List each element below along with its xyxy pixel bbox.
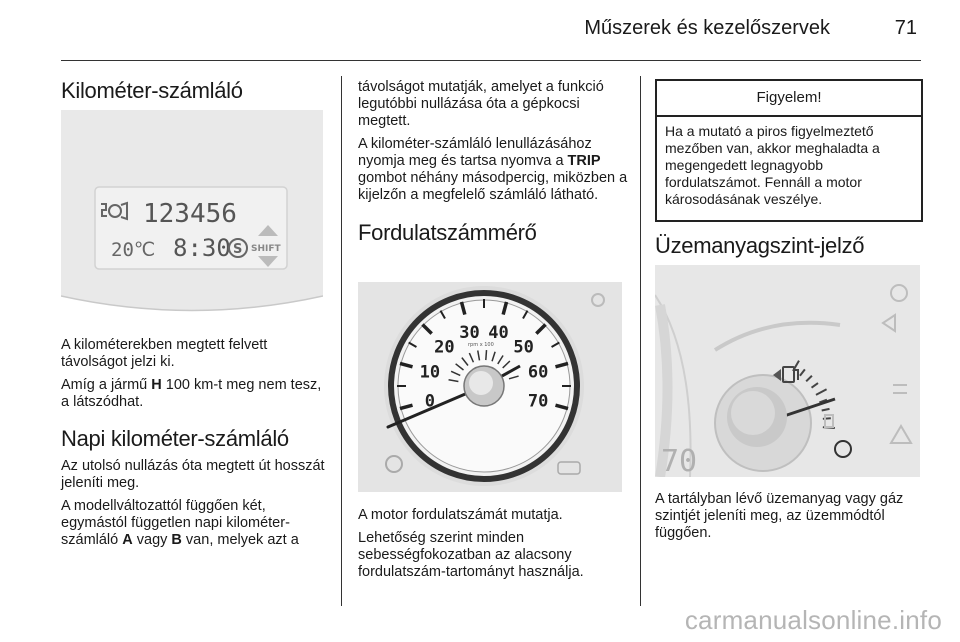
warning-box-text: Ha a mutató a piros figyelmeztető mezőben van, akkor meghaladta a megengedett legnagyobb fordulatszámot. Fennáll a motor károsodásának veszélye. bbox=[665, 123, 880, 207]
warning-box bbox=[655, 79, 923, 222]
shift-label: SHIFT bbox=[251, 244, 281, 254]
trip-p2-bold-b: B bbox=[171, 532, 182, 548]
trip-p2-text-a: A modellváltozattól függően két, egymástól független napi kilométer-számláló bbox=[61, 498, 290, 548]
fuel-gauge-svg bbox=[655, 265, 920, 477]
odometer-display-image bbox=[61, 110, 323, 322]
trip-paragraph-1: Az utolsó nullázás óta megtett út hosszát jeleníti meg. bbox=[61, 458, 325, 491]
page-number: 71 bbox=[894, 17, 917, 39]
fuel-gauge-paragraph: A tartályban lévő üzemanyag vagy gáz szintjét jeleníti meg, az üzemmódtól függően. bbox=[655, 491, 904, 541]
svg-text:S: S bbox=[233, 242, 243, 257]
trip-p2-text-c: van, melyek azt a bbox=[181, 532, 299, 548]
tachometer-paragraph-2: Lehetőség szerint minden sebességfokozatban az alacsony fordulatszám-tartományt használja. bbox=[358, 530, 584, 580]
trip-p2-bold-a: A bbox=[122, 532, 133, 548]
trip-button-label: TRIP bbox=[567, 153, 601, 169]
tachometer-label: 70 bbox=[527, 391, 549, 412]
tachometer-heading: Fordulatszámmérő bbox=[358, 220, 537, 245]
fuel-gauge-speed-label: 70 bbox=[661, 444, 698, 477]
page-header-title: Műszerek és kezelőszervek bbox=[584, 17, 830, 39]
header-divider bbox=[61, 60, 921, 61]
trip-reset-paragraph bbox=[358, 136, 628, 204]
tachometer-svg bbox=[358, 282, 622, 492]
fuel-gauge-heading: Üzemanyagszint-jelző bbox=[655, 233, 865, 258]
tachometer-label: 0 bbox=[424, 391, 436, 412]
trip-p2-text-b: vagy bbox=[132, 532, 172, 548]
odometer-heading: Kilométer-számláló bbox=[61, 78, 243, 103]
odo-p2-text-a: Amíg a jármű bbox=[61, 377, 152, 393]
odometer-display-svg bbox=[61, 110, 323, 322]
column-3-text bbox=[655, 491, 925, 548]
odometer-temperature: 20℃ bbox=[111, 239, 156, 261]
odometer-clock: 8:30 bbox=[173, 234, 231, 262]
reset-text-a: A kilométer-számláló lenullázásához nyomja meg és tartsa nyomva a bbox=[358, 136, 592, 169]
column-2-top bbox=[358, 79, 628, 260]
reset-text-b: gombot néhány másodpercig, miközben a kijelzőn a megfelelő számláló látható. bbox=[358, 170, 628, 203]
tachometer-label: 20 bbox=[434, 337, 455, 358]
column-1-text bbox=[61, 337, 331, 555]
odometer-paragraph-1: A kilométerekben megtett felvett távolságot jelzi ki. bbox=[61, 337, 268, 370]
warning-box-title: Figyelem! bbox=[657, 81, 921, 117]
tachometer-label: 30 bbox=[459, 322, 480, 343]
tachometer-label: 10 bbox=[419, 362, 441, 383]
odometer-paragraph-2 bbox=[61, 377, 331, 411]
column-divider-right bbox=[640, 76, 641, 606]
tachometer-label: 60 bbox=[527, 362, 549, 383]
odometer-digits: 123456 bbox=[143, 199, 237, 229]
odo-p2-text-b: 100 km-t meg nem tesz, a látszódhat. bbox=[61, 377, 322, 410]
trip-odometer-heading: Napi kilométer-számláló bbox=[61, 426, 289, 451]
column-2-bottom bbox=[358, 507, 628, 587]
tachometer-ray bbox=[486, 350, 487, 360]
tachometer-unit: rpm x 100 bbox=[468, 342, 494, 348]
fuel-gauge-image bbox=[655, 265, 920, 477]
column-divider-left bbox=[341, 76, 342, 606]
odo-p2-bold: H bbox=[151, 377, 162, 393]
tachometer-label: 50 bbox=[513, 337, 534, 358]
tachometer-image bbox=[358, 282, 622, 492]
tachometer-label: 40 bbox=[488, 322, 509, 343]
tachometer-paragraph-1: A motor fordulatszámát mutatja. bbox=[358, 507, 563, 523]
trip-paragraph-2 bbox=[61, 498, 331, 549]
trip-continued-paragraph: távolságot mutatják, amelyet a funkció legutóbbi nullázása óta a gépkocsi megtett. bbox=[358, 79, 604, 129]
watermark: carmanualsonline.info bbox=[684, 605, 942, 635]
